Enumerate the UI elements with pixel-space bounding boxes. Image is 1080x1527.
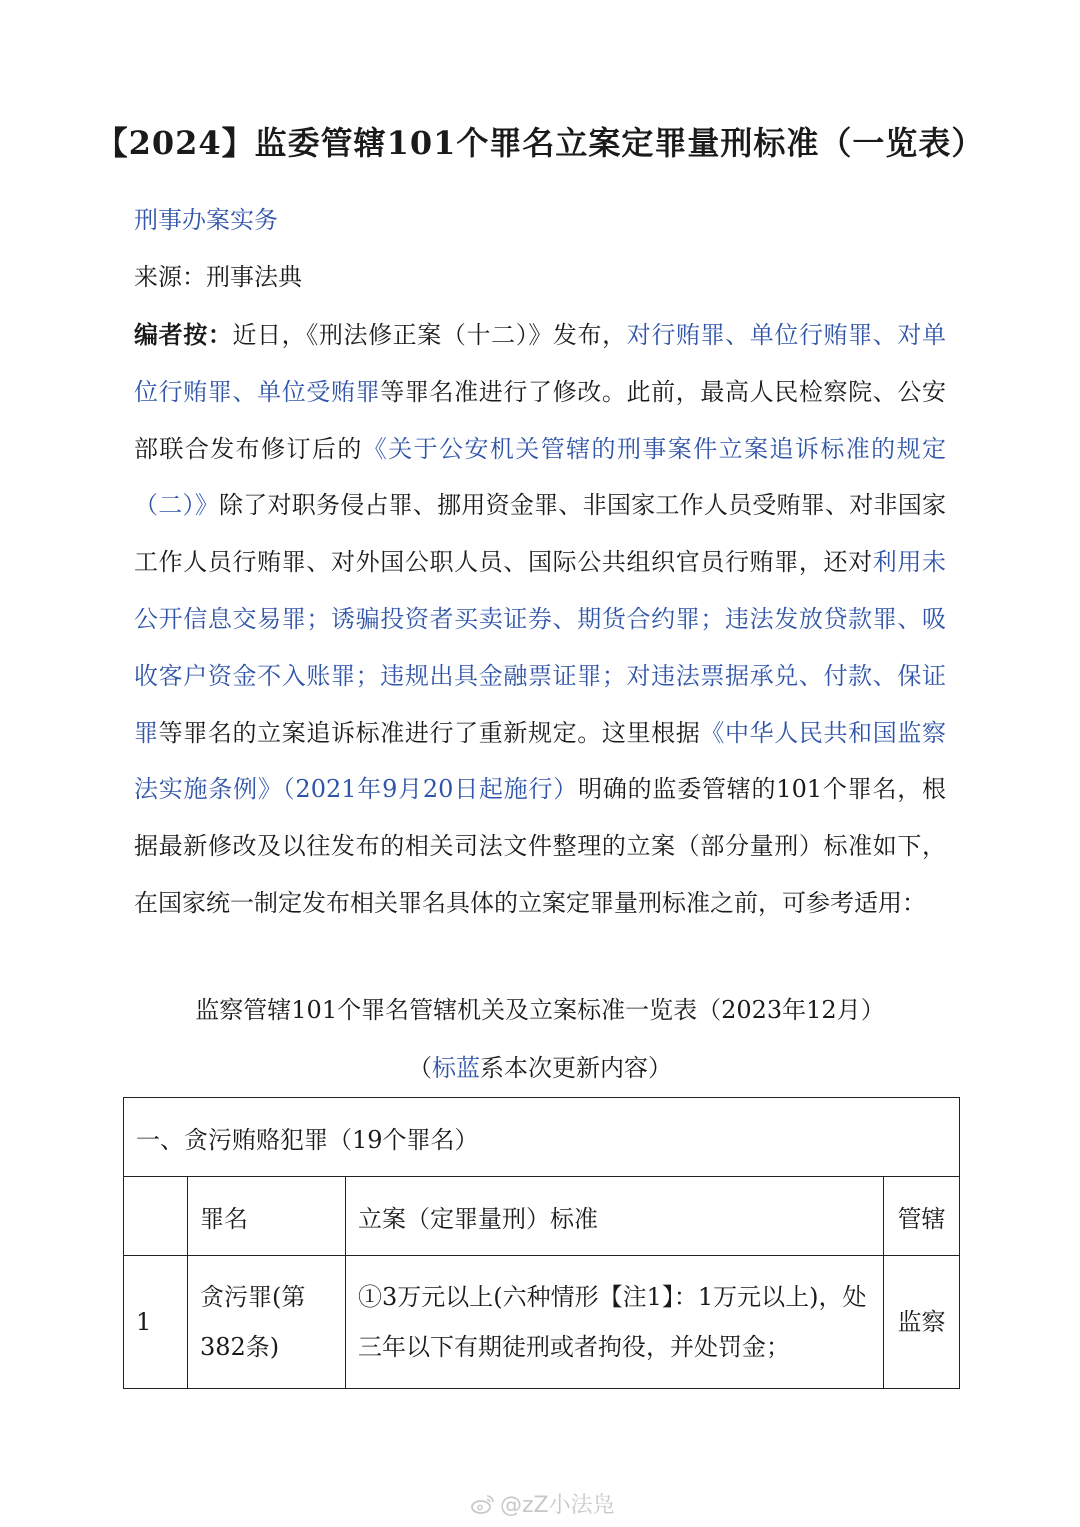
table-section-row [124, 1098, 960, 1177]
row-jurisdiction: 监察 [884, 1256, 960, 1389]
header-standard: 立案（定罪量刑）标准 [346, 1177, 884, 1256]
note-text-3: 除了对职务侵占罪、挪用资金罪、非国家工作人员受贿罪、对非国家工作人员行贿罪、对外国公职人员、国际公共组织官员行贿罪，还对 [134, 491, 947, 577]
editor-note-label: 编者按： [134, 320, 233, 349]
row-num: 1 [124, 1256, 188, 1389]
header-name: 罪名 [188, 1177, 346, 1256]
note-highlight-2[interactable]: 《关于公安机关管辖的刑事案件立案追诉标准的规定（二）》 [134, 434, 947, 520]
document-title: 【2024】监委管辖101个罪名立案定罪量刑标准（一览表） [95, 124, 985, 162]
editor-note [134, 307, 946, 932]
note-text-4: 等罪名的立案追诉标准进行了重新规定。这里根据 [158, 718, 701, 747]
note-text-2: 等罪名准进行了修改。此前，最高人民检察院、公安部联合发布修订后的 [134, 377, 946, 463]
table-subcaption [60, 1048, 1020, 1083]
header-num [124, 1177, 188, 1256]
subcaption-rest: 系本次更新内容） [480, 1054, 672, 1082]
header-jurisdiction: 管辖 [884, 1177, 960, 1256]
row-name: 贪污罪(第382条) [188, 1256, 346, 1389]
note-highlight-4[interactable]: 《中华人民共和国监察法实施条例》（2021年9月20日起施行） [134, 718, 946, 804]
table-caption: 监察管辖101个罪名管辖机关及立案标准一览表（2023年12月） [195, 996, 885, 1024]
source-line: 来源：刑事法典 [134, 263, 302, 291]
subcaption-highlight: 标蓝 [432, 1054, 480, 1082]
crime-standards-table [123, 1097, 960, 1389]
category-label[interactable]: 刑事办案实务 [134, 206, 278, 234]
section-heading: 一、贪污贿赂犯罪（19个罪名） [124, 1098, 960, 1177]
watermark [470, 1488, 615, 1519]
note-highlight-1: 对行贿罪、单位行贿罪、对单位行贿罪、单位受贿罪 [134, 321, 947, 406]
subcaption-open: （ [408, 1054, 432, 1082]
note-highlight-3: 利用未公开信息交易罪；诱骗投资者买卖证券、期货合约罪；违法发放贷款罪、吸收客户资金不入账罪；违规出具金融票证罪；对违法票据承兑、付款、保证罪 [134, 548, 946, 747]
table-row [124, 1256, 960, 1389]
row-standard: ①3万元以上(六种情形【注1】：1万元以上)，处三年以下有期徒刑或者拘役，并处罚金； [346, 1256, 884, 1389]
watermark-text: @zZ小法凫 [500, 1493, 615, 1518]
note-text-1: 近日，《刑法修正案（十二）》发布， [232, 321, 627, 349]
note-text-5: 明确的监委管辖的101个罪名，根据最新修改及以往发布的相关司法文件整理的立案（部分量刑）标准如下，在国家统一制定发布相关罪名具体的立案定罪量刑标准之前，可参考适用： [134, 775, 946, 917]
weibo-icon [470, 1493, 496, 1515]
table-header-row [124, 1177, 960, 1256]
